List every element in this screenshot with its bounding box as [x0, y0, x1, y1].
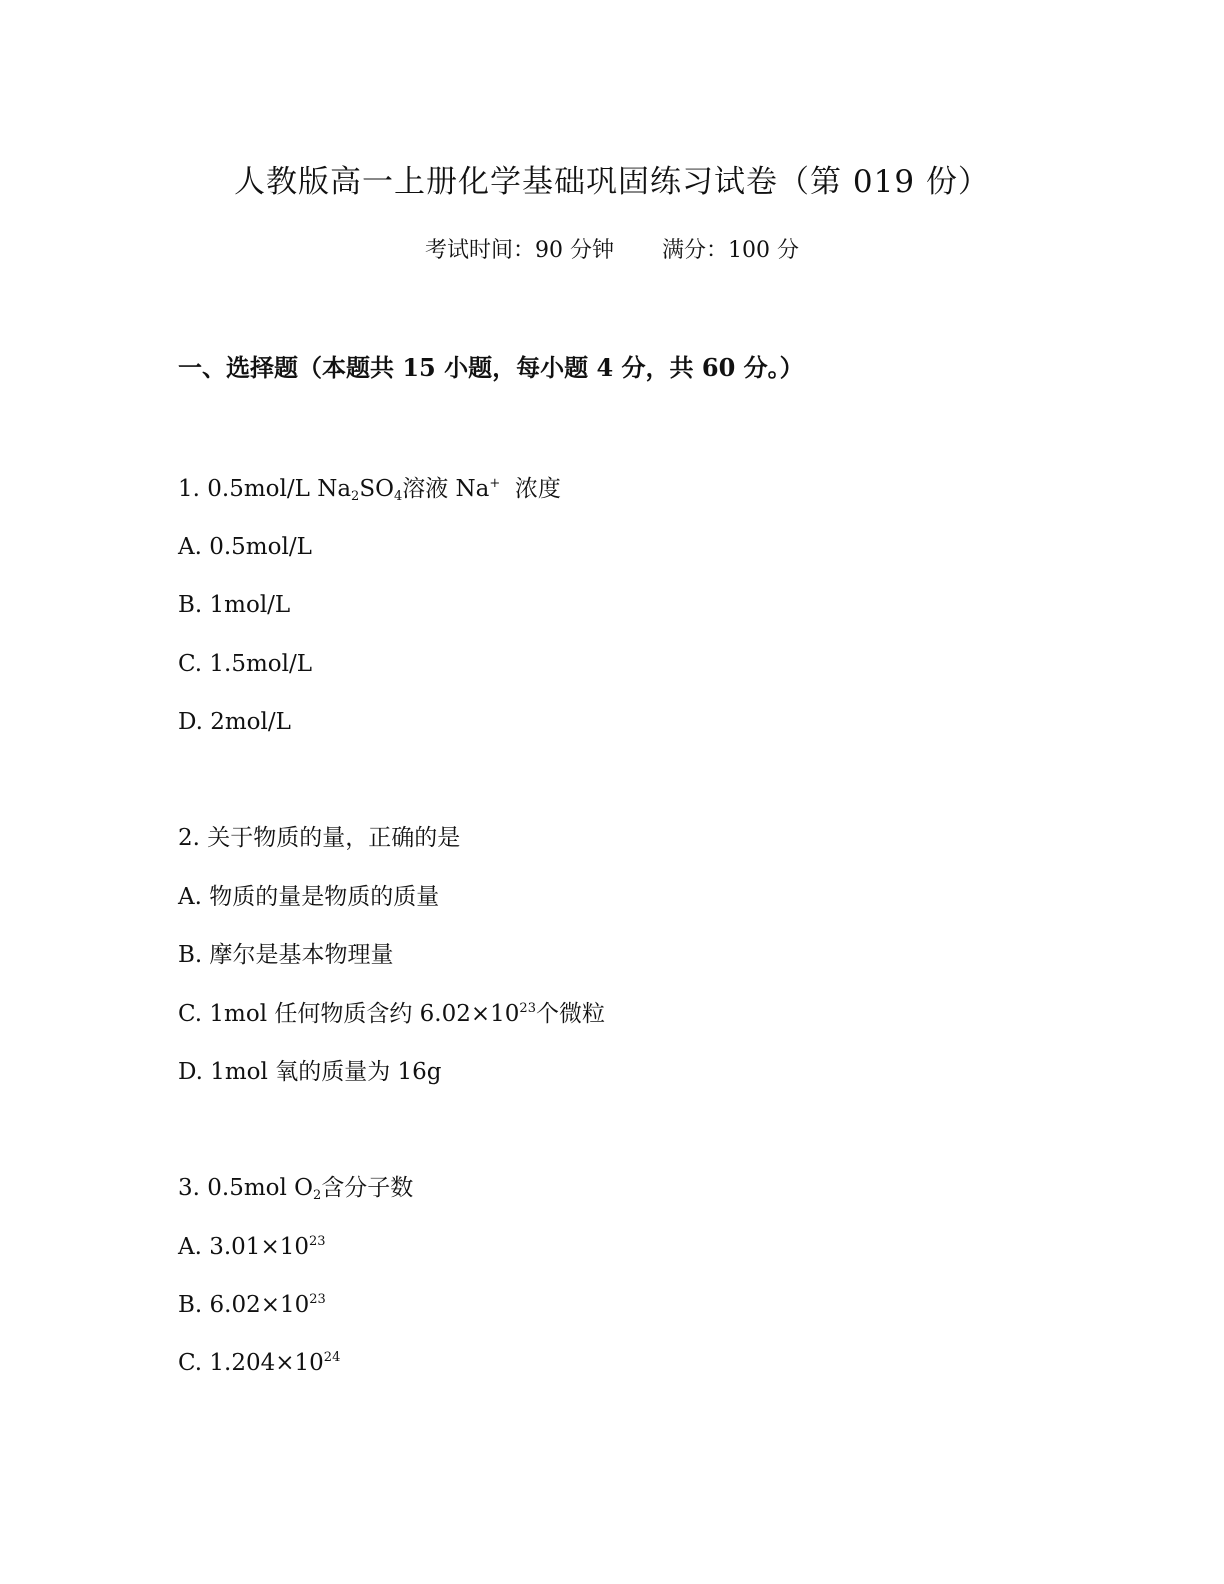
exam-full-score: 满分：100 分 — [662, 238, 799, 263]
option-text: C. 1mol 任何物质含约 6.02×10 — [178, 1001, 520, 1027]
question-1-option-c: C. 1.5mol/L — [178, 651, 313, 677]
option-text: A. 3.01×10 — [178, 1234, 309, 1260]
question-1-option-b: B. 1mol/L — [178, 592, 291, 618]
option-text: 个微粒 — [535, 1001, 605, 1027]
superscript: 24 — [323, 1350, 341, 1365]
section-heading-choice: 一、选择题（本题共 15 小题，每小题 4 分，共 60 分。） — [178, 353, 804, 382]
stem-text: 含分子数 — [321, 1175, 414, 1201]
superscript: + — [489, 476, 501, 491]
stem-text: 0.5mol/L Na — [199, 476, 352, 502]
subscript: 2 — [351, 489, 360, 504]
option-text: B. 6.02×10 — [178, 1292, 310, 1318]
subscript: 4 — [393, 489, 403, 504]
page-title: 人教版高一上册化学基础巩固练习试卷（第 019 份） — [234, 164, 990, 200]
question-1-option-a: A. 0.5mol/L — [178, 534, 312, 560]
question-2-option-d: D. 1mol 氧的质量为 16g — [178, 1059, 442, 1085]
stem-text: 浓度 — [500, 476, 561, 502]
question-3-option-b — [178, 1288, 326, 1322]
question-2-option-a: A. 物质的量是物质的质量 — [178, 884, 440, 910]
question-1-stem — [178, 472, 561, 506]
question-number: 1. — [178, 476, 200, 502]
superscript: 23 — [308, 1234, 326, 1249]
question-3-option-c — [178, 1346, 340, 1380]
superscript: 23 — [519, 1001, 536, 1016]
stem-text: 3. 0.5mol O — [178, 1175, 314, 1201]
superscript: 23 — [309, 1292, 326, 1307]
stem-text: SO — [359, 476, 394, 502]
stem-text: 溶液 Na — [402, 476, 490, 502]
question-2-stem: 2. 关于物质的量，正确的是 — [178, 825, 461, 851]
exam-time: 考试时间：90 分钟 — [425, 238, 614, 263]
question-1-option-d: D. 2mol/L — [178, 709, 291, 735]
question-3-option-a — [178, 1230, 326, 1264]
exam-meta — [0, 234, 1224, 268]
option-text: C. 1.204×10 — [178, 1350, 324, 1376]
question-2-option-c — [178, 997, 605, 1031]
subscript: 2 — [313, 1188, 322, 1203]
question-2-option-b: B. 摩尔是基本物理量 — [178, 942, 394, 968]
question-3-stem — [178, 1171, 413, 1205]
